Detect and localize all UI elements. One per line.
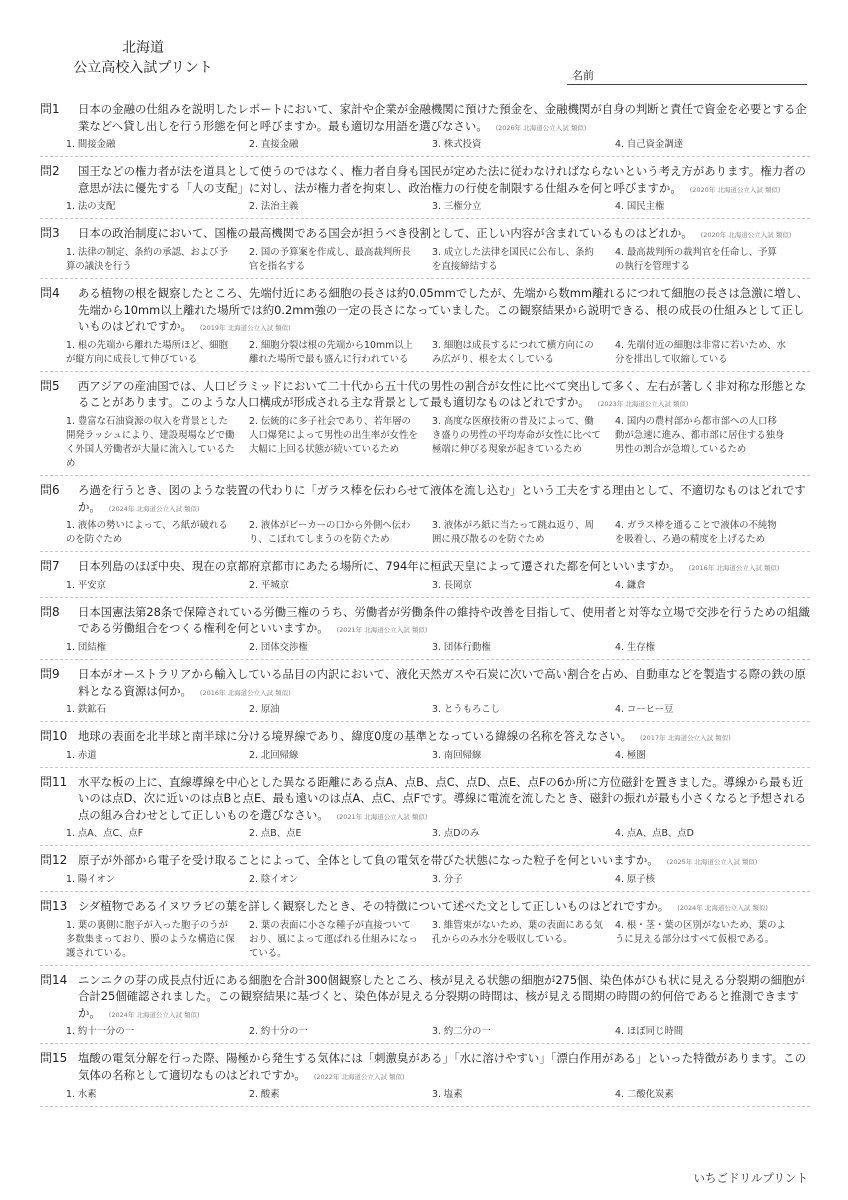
answer-choice[interactable]: 2. 約十分の一 bbox=[249, 1026, 308, 1038]
document-title bbox=[58, 38, 228, 78]
answer-choices bbox=[66, 579, 810, 593]
answer-choice[interactable]: 2. 北回帰線 bbox=[249, 749, 299, 761]
answer-choice[interactable]: 1. 約十一分の一 bbox=[66, 1026, 135, 1038]
question-source: (2019年 北海道公立入試 類似) bbox=[199, 324, 291, 333]
answer-choice[interactable]: 4. コーヒー豆 bbox=[615, 704, 674, 716]
question-block bbox=[40, 101, 810, 157]
question-number: 問14 bbox=[40, 972, 68, 987]
question-text-block bbox=[78, 558, 810, 577]
answer-choice[interactable]: 3. 細胞は成長するにつれて横方向にのみ広がり、根を太くしている bbox=[432, 339, 594, 365]
answer-choice[interactable]: 4. 先端付近の細胞は非常に若いため、水分を排出して収縮している bbox=[615, 339, 786, 365]
question-source: (2017年 北海道公立入試 類似) bbox=[640, 734, 731, 743]
question-source: (2016年 北海道公立入試 類似) bbox=[199, 688, 291, 697]
question-header bbox=[40, 558, 810, 577]
question-block bbox=[40, 604, 810, 660]
answer-choice[interactable]: 4. 鎌倉 bbox=[615, 579, 646, 591]
answer-choice[interactable]: 2. 陰イオン bbox=[249, 874, 299, 886]
answer-choices bbox=[66, 519, 810, 547]
answer-choices bbox=[66, 641, 810, 655]
question-source: (2025年 北海道公立入試 類似) bbox=[666, 858, 758, 867]
answer-choice[interactable]: 3. 維管束がないため、葉の表面にある気孔からのみ水分を吸収している。 bbox=[432, 919, 603, 945]
question-text-block bbox=[78, 225, 810, 244]
answer-choice[interactable]: 4. 点A、点B、点D bbox=[615, 828, 694, 840]
question-text: 日本がオーストラリアから輸入している品目の内訳において、液化天然ガスや石炭に次いで高い割合を占め、自動車などを製造する際の鉄の原料となる資源は何か。 bbox=[78, 666, 806, 698]
answer-choice[interactable]: 2. 平城京 bbox=[249, 579, 290, 591]
question-header bbox=[40, 898, 810, 917]
answer-choice[interactable]: 2. 点B、点E bbox=[249, 828, 302, 840]
question-number: 問10 bbox=[40, 729, 68, 744]
answer-choice[interactable]: 1. 点A、点C、点F bbox=[66, 828, 144, 840]
question-block bbox=[40, 285, 810, 372]
answer-choice[interactable]: 1. 赤道 bbox=[66, 749, 97, 761]
question-text-block bbox=[78, 101, 810, 136]
question-number: 問6 bbox=[40, 482, 60, 497]
question-number: 問8 bbox=[40, 604, 60, 619]
answer-choice[interactable]: 1. 豊富な石油資源の収入を背景とした開発ラッシュにより、建設現場などで働く外国人労働者が大量に流入しているため bbox=[66, 415, 235, 469]
answer-choice[interactable]: 3. 分子 bbox=[432, 874, 463, 886]
question-number: 問7 bbox=[40, 559, 60, 574]
answer-choice[interactable]: 4. ほぼ同じ時間 bbox=[615, 1026, 684, 1038]
footer-brand: いちごドリルプリント bbox=[693, 1171, 808, 1185]
answer-choice[interactable]: 1. 液体の勢いによって、ろ紙が破れるのを防ぐため bbox=[66, 520, 228, 546]
answer-choice[interactable]: 1. 水素 bbox=[66, 1088, 97, 1100]
answer-choice[interactable]: 4. 原子核 bbox=[615, 874, 656, 886]
question-text: 水平な板の上に、直線導線を中心とした異なる距離にある点A、点B、点C、点D、点E、点Fの6か所に方位磁針を置きました。導線から最も近いのは点D、次に近いのは点Bと点E、最も遠いのは点A、点C、点Fです。導線に電流を流したとき、磁針の振れが最も小さくなると予想される点の組み合わせとして正しいものを選びなさい。 bbox=[78, 774, 807, 822]
answer-choice[interactable]: 2. 団体交渉権 bbox=[249, 641, 308, 653]
question-text-block bbox=[78, 482, 810, 517]
question-text: シダ植物であるイヌワラビの葉を詳しく観察したとき、その特徴について述べた文として正しいものはどれですか。 bbox=[78, 899, 670, 914]
question-text: 原子が外部から電子を受け取ることによって、全体として負の電気を帯びた状態になった粒子を何といいますか。 bbox=[78, 853, 659, 868]
answer-choices bbox=[66, 827, 810, 841]
question-header bbox=[40, 101, 810, 136]
question-block bbox=[40, 666, 810, 722]
question-text: 塩酸の電気分解を行った際、陽極から発生する気体には「刺激臭がある」「水に溶けやすい」「漂白作用がある」といった特徴があります。この気体の名称として適切なものはどれですか。 bbox=[78, 1051, 807, 1083]
question-list bbox=[40, 101, 810, 1113]
question-text-block bbox=[78, 898, 810, 917]
question-text: 日本の金融の仕組みを説明したレポートにおいて、家計や企業が金融機関に預けた預金を、金融機関が自身の判断と責任で資金を必要とする企業などへ貸し出しを行う形態を何と呼びますか。最も適切な用語を選びなさい。 bbox=[78, 102, 807, 133]
question-header bbox=[40, 666, 810, 701]
question-block bbox=[40, 482, 810, 552]
question-text: ろ過を行うとき、図のような装置の代わりに「ガラス棒を伝わらせて液体を流し込む」という工夫をする理由として、不適切なものはどれですか。 bbox=[78, 482, 806, 514]
answer-choice[interactable]: 1. 法律の制定、条約の承認、および予算の議決を行う bbox=[66, 246, 228, 272]
answer-choice[interactable]: 4. ガラス棒を通ることで液体の不純物を吸着し、ろ過の精度を上げるため bbox=[615, 520, 777, 546]
question-text-block bbox=[78, 972, 810, 1024]
answer-choice[interactable]: 2. 伝統的に多子社会であり、若年層の人口爆発によって男性の出生率が女性を大幅に上回る状態が続いているため bbox=[249, 415, 418, 455]
question-number: 問9 bbox=[40, 666, 60, 681]
answer-choices bbox=[66, 703, 810, 717]
question-number: 問12 bbox=[40, 853, 68, 868]
question-source: (2020年 北海道公立入試 類似) bbox=[689, 185, 781, 194]
question-source: (2022年 北海道公立入試 類似) bbox=[313, 1073, 405, 1082]
answer-choice[interactable]: 4. 国民主権 bbox=[615, 201, 665, 213]
answer-choice[interactable]: 4. 二酸化炭素 bbox=[615, 1088, 674, 1100]
answer-choice[interactable]: 1. 根の先端から離れた場所ほど、細胞が縦方向に成長して伸びている bbox=[66, 339, 228, 365]
answer-choice[interactable]: 2. 葉の表面に小さな種子が直接ついており、風によって運ばれる仕組みになっている。 bbox=[249, 919, 418, 959]
question-text: 日本国憲法第28条で保障されている労働三権のうち、労働者が労働条件の維持や改善を目指して、使用者と対等な立場で交渉を行うための組織である労働組合をつくる権利を何といいますか。 bbox=[78, 604, 810, 636]
answer-choice[interactable]: 3. とうもろこし bbox=[432, 704, 501, 716]
answer-choice[interactable]: 4. 根・茎・葉の区別がないため、葉のように見える部分はすべて仮根である。 bbox=[615, 919, 786, 945]
question-source: (2020年 北海道公立入試 類似) bbox=[700, 231, 792, 240]
question-block bbox=[40, 898, 810, 966]
question-text-block bbox=[78, 378, 810, 413]
answer-choice[interactable]: 3. 長岡京 bbox=[432, 579, 473, 591]
question-header bbox=[40, 852, 810, 871]
answer-choice[interactable]: 3. 液体がろ紙に当たって跳ね返り、周囲に飛び散るのを防ぐため bbox=[432, 520, 594, 546]
title-line-prefecture: 北海道 bbox=[122, 40, 164, 56]
answer-choice[interactable]: 3. 株式投資 bbox=[432, 139, 482, 151]
answer-choice[interactable]: 2. 液体がビーカーの口から外側へ伝わり、こぼれてしまうのを防ぐため bbox=[249, 520, 411, 546]
answer-choices bbox=[66, 749, 810, 763]
answer-choices bbox=[66, 138, 810, 152]
question-text-block bbox=[78, 774, 810, 826]
answer-choice[interactable]: 2. 国の予算案を作成し、最高裁判所長官を指名する bbox=[249, 246, 411, 272]
question-block bbox=[40, 852, 810, 892]
answer-choice[interactable]: 1. 陽イオン bbox=[66, 874, 116, 886]
answer-choice[interactable]: 2. 直接金融 bbox=[249, 139, 299, 151]
question-header bbox=[40, 163, 810, 198]
question-header bbox=[40, 604, 810, 639]
question-text-block bbox=[78, 1050, 810, 1085]
answer-choice[interactable]: 4. 生存権 bbox=[615, 641, 656, 653]
answer-choice[interactable]: 1. 団結権 bbox=[66, 641, 107, 653]
question-text-block bbox=[78, 728, 810, 747]
question-header bbox=[40, 728, 810, 747]
question-header bbox=[40, 774, 810, 826]
answer-choice[interactable]: 3. 成立した法律を国民に公布し、条約を直接締結する bbox=[432, 246, 594, 272]
question-text-block bbox=[78, 604, 810, 639]
question-text: 日本列島のほぼ中央、現在の京都府京都市にあたる場所に、794年に桓武天皇によって遷された都を何といいますか。 bbox=[78, 559, 681, 574]
answer-choice[interactable]: 1. 間接金融 bbox=[66, 139, 116, 151]
question-number: 問2 bbox=[40, 164, 60, 179]
answer-choice[interactable]: 3. 点Dのみ bbox=[432, 828, 480, 840]
question-text-block bbox=[78, 163, 810, 198]
answer-choice[interactable]: 1. 鉄鉱石 bbox=[66, 704, 107, 716]
question-header bbox=[40, 482, 810, 517]
answer-choice[interactable]: 4. 極圏 bbox=[615, 749, 646, 761]
question-source: (2021年 北海道公立入試 類似) bbox=[336, 812, 428, 821]
answer-choice[interactable]: 1. 平安京 bbox=[66, 579, 107, 591]
question-text: 地球の表面を北半球と南半球に分ける境界線であり、緯度0度の基準となっている緯線の名称を答えなさい。 bbox=[78, 729, 632, 744]
answer-choice[interactable]: 2. 細胞分裂は根の先端から10mm以上離れた場所で最も盛んに行われている bbox=[249, 339, 413, 365]
title-line-main: 公立高校入試プリント bbox=[73, 60, 213, 76]
answer-choice[interactable]: 3. 約二分の一 bbox=[432, 1026, 491, 1038]
question-block bbox=[40, 972, 810, 1045]
question-block bbox=[40, 378, 810, 476]
question-text: 国王などの権力者が法を道具として使うのではなく、権力者自身も国民が定めた法に従わなければならないという考え方があります。権力者の意思が法に優先する「人の支配」に対し、法が権力者を拘束し、政治権力の行使を制限する仕組みを何と呼びますか。 bbox=[78, 164, 806, 195]
question-header bbox=[40, 225, 810, 244]
answer-choices bbox=[66, 873, 810, 887]
question-source: (2016年 北海道公立入試 類似) bbox=[688, 564, 780, 573]
question-text: 西アジアの産油国では、人口ピラミッドにおいて二十代から五十代の男性の割合が女性に比べて突出して多く、左右が著しく非対称な形態となることがあります。このような人口構成が形成される主な背景として最も適切なものはどれですか。 bbox=[78, 378, 807, 410]
answer-choice[interactable]: 1. 葉の裏側に胞子が入った胞子のうが多数集まっており、膜のような構造に保護されている。 bbox=[66, 919, 235, 959]
answer-choice[interactable]: 3. 南回帰線 bbox=[432, 749, 482, 761]
question-block bbox=[40, 163, 810, 219]
answer-choice[interactable]: 4. 国内の農村部から都市部への人口移動が急速に進み、都市部に居住する独身男性の割合が急増しているため bbox=[615, 415, 785, 455]
question-block bbox=[40, 774, 810, 847]
answer-choices bbox=[66, 200, 810, 214]
question-number: 問4 bbox=[40, 285, 60, 300]
question-header bbox=[40, 1050, 810, 1085]
answer-choices bbox=[66, 1025, 810, 1039]
name-label: 名前 bbox=[572, 69, 594, 82]
question-header bbox=[40, 285, 810, 337]
answer-choice[interactable]: 3. 高度な医療技術の普及によって、働き盛りの男性の平均寿命が女性に比べて極端に伸びる現象が起きているため bbox=[432, 415, 601, 455]
question-source: (2021年 北海道公立入試 類似) bbox=[336, 626, 428, 635]
question-block bbox=[40, 558, 810, 598]
question-text: ある植物の根を観察したところ、先端付近にある細胞の長さは約0.05mmでしたが、先端から数mm離れるにつれて細胞の長さは急激に増し、先端から10mm以上離れた場所では約0.2mm強の一定の長さになっていました。この観察結果から説明できる、根の成長の仕組みとして正しいものはどれですか。 bbox=[78, 285, 809, 334]
question-block bbox=[40, 225, 810, 279]
answer-choices bbox=[66, 339, 810, 367]
answer-choices bbox=[66, 415, 810, 471]
name-field[interactable] bbox=[567, 62, 807, 85]
answer-choice[interactable]: 2. 原油 bbox=[249, 704, 280, 716]
question-source: (2024年 北海道公立入試 類似) bbox=[108, 1010, 200, 1019]
answer-choice[interactable]: 3. 塩素 bbox=[432, 1088, 463, 1100]
question-number: 問15 bbox=[40, 1051, 68, 1066]
question-text: ニンニクの芽の成長点付近にある細胞を合計300個観察したところ、核が見える状態の細胞が275個、染色体がひも状に見える分裂期の細胞が合計25個確認されました。この観察結果に基づくと、染色体が見える分裂期の時間は、核が見える間期の時間の約何倍であると推測できますか。 bbox=[78, 972, 805, 1020]
question-text-block bbox=[78, 285, 810, 337]
answer-choices bbox=[66, 246, 810, 274]
question-source: (2026年 北海道公立入試 類似) bbox=[495, 123, 587, 132]
question-number: 問1 bbox=[40, 102, 60, 116]
answer-choices bbox=[66, 1088, 810, 1102]
answer-choice[interactable]: 3. 団体行動権 bbox=[432, 641, 491, 653]
question-number: 問5 bbox=[40, 378, 60, 393]
question-number: 問13 bbox=[40, 899, 68, 914]
question-number: 問11 bbox=[40, 774, 68, 789]
question-block bbox=[40, 728, 810, 768]
answer-choice[interactable]: 4. 最高裁判所の裁判官を任命し、予算の執行を管理する bbox=[615, 246, 777, 272]
question-text: 日本の政治制度において、国権の最高機関である国会が担うべき役割として、正しい内容が含まれているものはどれか。 bbox=[78, 226, 693, 241]
question-text-block bbox=[78, 666, 810, 701]
question-text-block bbox=[78, 852, 810, 871]
answer-choice[interactable]: 4. 自己資金調達 bbox=[615, 139, 684, 151]
answer-choices bbox=[66, 919, 810, 961]
answer-choice[interactable]: 1. 法の支配 bbox=[66, 201, 116, 213]
answer-choice[interactable]: 2. 酸素 bbox=[249, 1088, 280, 1100]
answer-choice[interactable]: 2. 法治主義 bbox=[249, 201, 299, 213]
question-number: 問3 bbox=[40, 226, 60, 241]
question-block bbox=[40, 1050, 810, 1106]
question-source: (2024年 北海道公立入試 類似) bbox=[108, 504, 200, 513]
question-source: (2024年 北海道公立入試 類似) bbox=[677, 904, 768, 913]
question-header bbox=[40, 378, 810, 413]
question-source: (2023年 北海道公立入試 類似) bbox=[597, 400, 689, 409]
question-header bbox=[40, 972, 810, 1024]
answer-choice[interactable]: 3. 三権分立 bbox=[432, 201, 482, 213]
